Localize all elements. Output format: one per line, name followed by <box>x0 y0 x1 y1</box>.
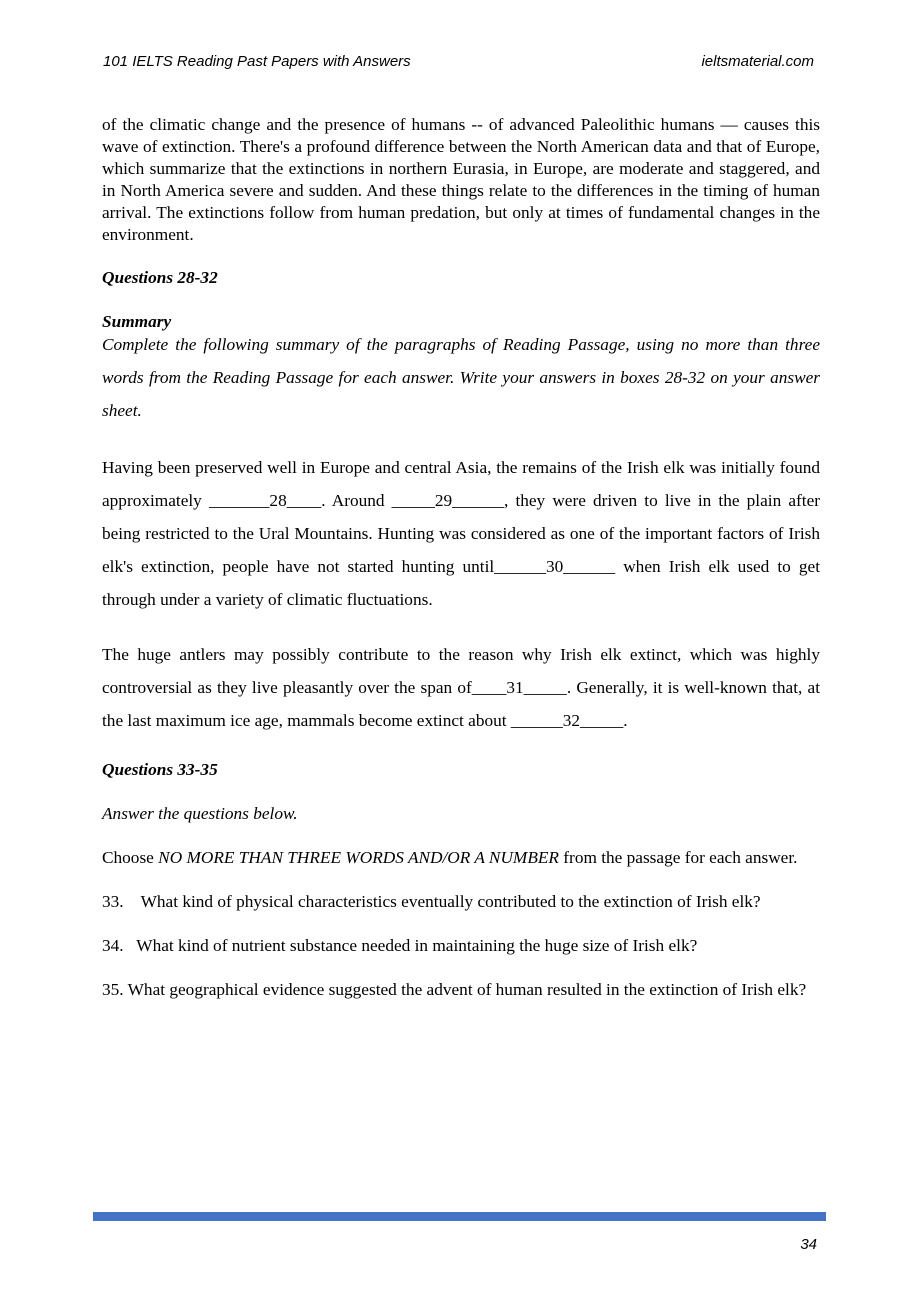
header-site: ieltsmaterial.com <box>701 53 814 70</box>
summary-paragraph-2 <box>102 638 820 737</box>
answer-blank-32[interactable]: ______32_____ <box>510 711 624 730</box>
footer-divider-bar <box>93 1212 826 1221</box>
question-text: What kind of physical characteristics eventually contributed to the extinction of Irish elk? <box>140 892 761 911</box>
answer-instruction: Answer the questions below. <box>102 804 298 823</box>
page-header <box>103 53 814 70</box>
word-limit-instruction <box>102 847 820 869</box>
question-33 <box>102 891 820 913</box>
question-34 <box>102 935 820 957</box>
summary-text: . Around <box>321 491 392 510</box>
summary-paragraph-1 <box>102 451 820 616</box>
question-text: What kind of nutrient substance needed in maintaining the huge size of Irish elk? <box>136 936 698 955</box>
question-number: 34. <box>102 936 124 955</box>
summary-text: . Generally, it is well-known that, at the last maximum ice age, mammals become extinct about <box>102 678 820 730</box>
questions-33-35-heading: Questions 33-35 <box>102 760 218 779</box>
answer-blank-30[interactable]: ______30______ <box>494 557 616 576</box>
summary-text: when Irish elk used to get through under a variety of climatic fluctuations. <box>102 557 820 609</box>
instruction-emphasis: NO MORE THAN THREE WORDS AND/OR A NUMBER <box>158 848 559 867</box>
answer-blank-28[interactable]: _______28____ <box>208 491 322 510</box>
questions-28-32-heading: Questions 28-32 <box>102 268 218 287</box>
question-number: 35. <box>102 980 124 999</box>
summary-instructions: Complete the following summary of the paragraphs of Reading Passage, using no more than three words from the Reading Passage for each answer. Write your answers in boxes 28-32 on your answer sheet. <box>102 335 820 420</box>
intro-paragraph: of the climatic change and the presence of humans -- of advanced Paleolithic humans — causes this wave of extinction. There's a profound difference between the North American data and that of Europe, which summarize that the extinctions in northern Eurasia, in Europe, are moderate and staggered, and in North America severe and sudden. And these things relate to the differences in the timing of human arrival. The extinctions follow from human predation, but only at times of fundamental changes in the environment. <box>102 115 820 244</box>
header-title: 101 IELTS Reading Past Papers with Answers <box>103 53 411 70</box>
answer-blank-31[interactable]: ____31_____ <box>471 678 567 697</box>
instruction-text: Choose <box>102 848 159 867</box>
answer-blank-29[interactable]: _____29______ <box>391 491 504 510</box>
page-number: 34 <box>800 1236 817 1253</box>
summary-text: . <box>623 711 628 730</box>
question-number: 33. <box>102 892 124 911</box>
summary-text: The huge antlers may possibly contribute to the reason why Irish elk extinct, which was highly controversial as they live pleasantly over the span of <box>102 645 820 697</box>
question-text: What geographical evidence suggested the advent of human resulted in the extinction of Irish elk? <box>127 980 807 999</box>
summary-heading: Summary <box>102 312 172 331</box>
summary-text: Having been preserved well in Europe and central Asia, the remains of the Irish elk was initially found approximately <box>102 458 820 510</box>
instruction-text: from the passage for each answer. <box>558 848 798 867</box>
summary-text: , they were driven to live in the plain after being restricted to the Ural Mountains. Hunting was considered as one of the important factors of Irish elk's extinction, people have not started hunting until <box>102 491 820 576</box>
page-content <box>102 114 820 1001</box>
question-35 <box>102 979 820 1001</box>
